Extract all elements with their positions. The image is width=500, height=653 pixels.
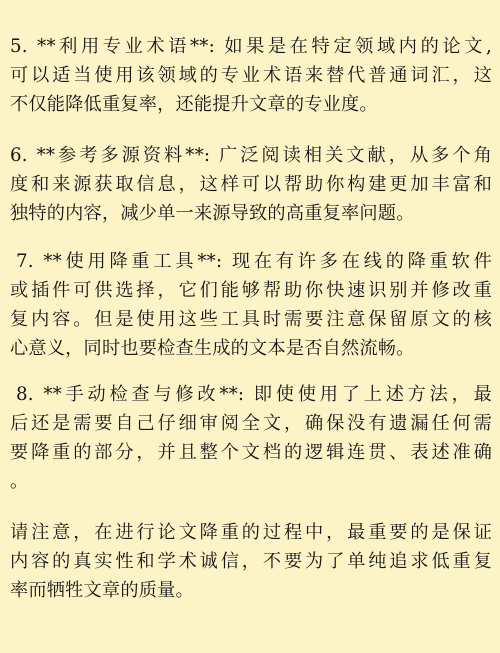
text-line: 5. **利用专业术语**: 如果是在特定领域内的论文, <box>10 36 492 57</box>
tip-8-paragraph <box>10 380 492 496</box>
text-line: 度和来源获取信息，这样可以帮助你构建更加丰富和 <box>10 174 492 195</box>
text-line: 7. **使用降重工具**: 现在有许多在线的降重软件 <box>16 251 492 272</box>
text-line: 复内容。但是使用这些工具时需要注意保留原文的核 <box>10 309 492 330</box>
text-line: 内容的真实性和学术诚信，不要为了单纯追求低重复 <box>10 551 492 572</box>
closing-note-paragraph <box>10 518 492 605</box>
text-line: 后还是需要自己仔细审阅全文，确保没有遗漏任何需 <box>10 413 492 434</box>
tip-5-paragraph <box>10 32 492 119</box>
text-line: 不仅能降低重复率，还能提升文章的专业度。 <box>10 94 378 115</box>
text-line: 心意义，同时也要检查生成的文本是否自然流畅。 <box>10 338 415 359</box>
text-line: 或插件可供选择，它们能够帮助你快速识别并修改重 <box>10 280 492 301</box>
tip-6-paragraph <box>10 141 492 228</box>
text-line: 请注意，在进行论文降重的过程中，最重要的是保证 <box>10 522 492 543</box>
text-line: 6. **参考多源资料**: 广泛阅读相关文献，从多个角 <box>10 145 492 166</box>
text-line: 独特的内容，减少单一来源导致的高重复率问题。 <box>10 203 415 224</box>
text-line: 要降重的部分，并且整个文档的逻辑连贯、表述准确 <box>10 442 492 463</box>
tip-7-paragraph <box>10 247 492 363</box>
text-line: 8. **手动检查与修改**: 即使使用了上述方法，最 <box>16 384 492 405</box>
text-line: 率而牺牲文章的质量。 <box>10 580 194 601</box>
text-line: 。 <box>10 471 29 492</box>
text-line: 可以适当使用该领域的专业术语来替代普通词汇，这 <box>10 65 492 86</box>
